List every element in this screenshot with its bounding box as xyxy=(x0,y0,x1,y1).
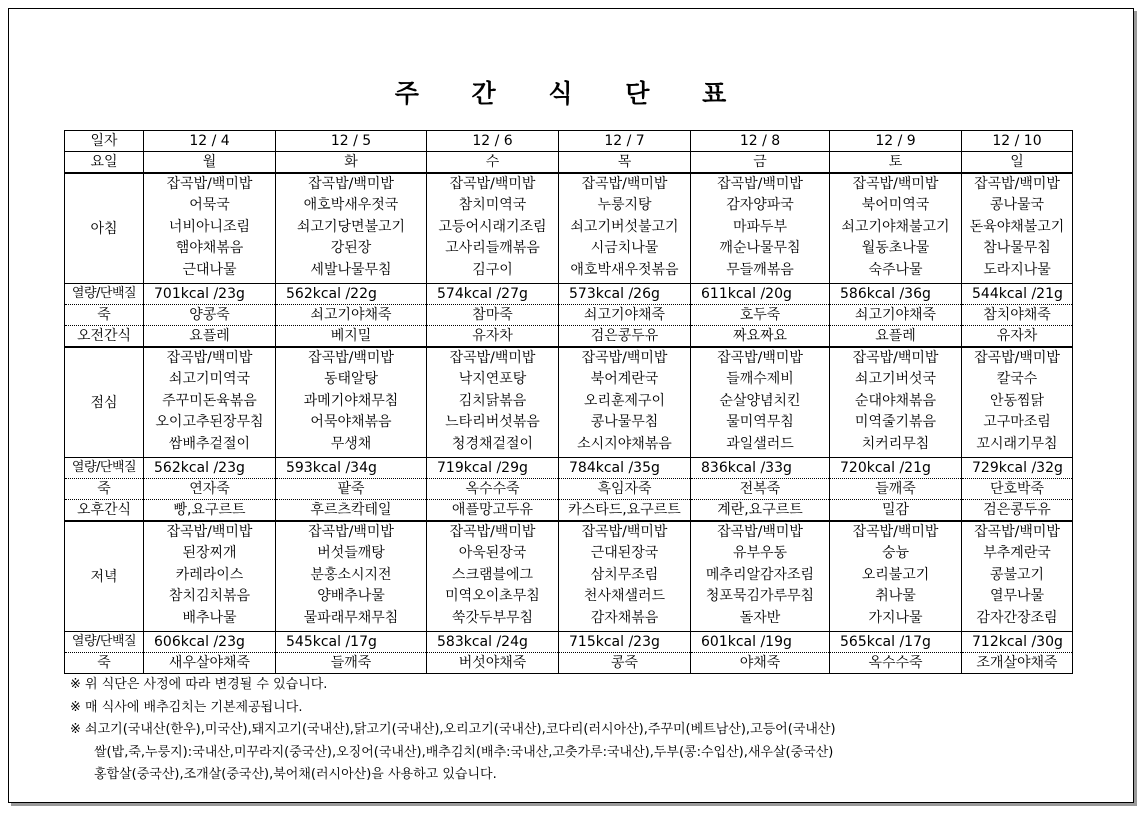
menu-item: 시금치나물 xyxy=(590,240,659,257)
calorie-cell: 593kcal /34g xyxy=(276,458,427,479)
menu-item: 쇠고기당면불고기 xyxy=(296,218,406,235)
menu-item: 감자채볶음 xyxy=(590,609,659,626)
porridge-cell: 전복죽 xyxy=(691,479,830,500)
snack-cell: 계란,요구르트 xyxy=(691,500,830,522)
menu-item: 잡곡밥/백미밥 xyxy=(852,176,939,192)
row-label: 요일 xyxy=(65,152,144,174)
meal-cell xyxy=(559,521,691,632)
note-line: 홍합살(중국산),조개살(중국산),북어채(러시아산)을 사용하고 있습니다. xyxy=(94,767,497,782)
menu-item: 고구마조림 xyxy=(983,414,1051,431)
menu-item: 청포묵김가루무침 xyxy=(705,588,815,605)
meal-cell xyxy=(276,347,427,458)
menu-item: 칼국수 xyxy=(996,371,1038,388)
menu-item: 감자간장조림 xyxy=(976,609,1058,626)
date-cell: 12 / 8 xyxy=(691,131,830,152)
meal-cell xyxy=(691,173,830,284)
breakfast-row xyxy=(65,173,1073,284)
menu-item: 동태알탕 xyxy=(323,371,379,388)
porridge-cell: 버섯야채죽 xyxy=(427,653,559,674)
menu-item: 쑥갓두부무침 xyxy=(451,609,534,626)
menu-item: 잡곡밥/백미밥 xyxy=(166,350,253,366)
menu-item: 너비아니조림 xyxy=(168,218,251,235)
notes xyxy=(70,674,836,787)
menu-item: 콩불고기 xyxy=(989,566,1045,583)
meal-cell xyxy=(559,173,691,284)
meal-cell xyxy=(427,521,559,632)
menu-item: 소시지야채볶음 xyxy=(577,435,672,452)
calorie-cell: 784kcal /35g xyxy=(559,458,691,479)
menu-item: 천사채샐러드 xyxy=(583,588,666,605)
snack-cell: 애플망고두유 xyxy=(427,500,559,522)
menu-item: 세발나물무침 xyxy=(310,261,392,278)
menu-item: 쌈배추겉절이 xyxy=(168,435,251,452)
lunch-calorie-row xyxy=(65,458,1073,479)
lunch-porridge-row xyxy=(65,479,1073,500)
menu-item: 취나물 xyxy=(875,588,916,605)
menu-item: 도라지나물 xyxy=(983,261,1051,278)
calorie-cell: 715kcal /23g xyxy=(559,632,691,653)
porridge-cell: 흑임자죽 xyxy=(559,479,691,500)
row-label: 죽 xyxy=(65,653,144,674)
snack-cell: 유자차 xyxy=(962,326,1073,348)
menu-item: 느타리버섯볶음 xyxy=(445,414,540,431)
calorie-cell: 729kcal /32g xyxy=(962,458,1073,479)
row-label: 오전간식 xyxy=(65,326,144,348)
calorie-cell: 606kcal /23g xyxy=(144,632,276,653)
menu-item: 잡곡밥/백미밥 xyxy=(852,350,939,366)
menu-item: 무들깨볶음 xyxy=(726,261,794,278)
menu-item: 콩나물국 xyxy=(989,197,1045,214)
meal-cell xyxy=(144,347,276,458)
menu-item: 잡곡밥/백미밥 xyxy=(308,350,394,366)
menu-item: 돈육야채불고기 xyxy=(969,218,1065,235)
date-cell: 12 / 6 xyxy=(427,131,559,152)
snack-cell: 요플레 xyxy=(830,326,962,348)
pm-snack-row xyxy=(65,500,1073,522)
meal-cell xyxy=(962,521,1073,632)
calorie-cell: 574kcal /27g xyxy=(427,284,559,305)
menu-item: 순대야채볶음 xyxy=(854,392,937,409)
menu-item: 열무나물 xyxy=(989,588,1045,605)
weekday-cell: 목 xyxy=(559,152,691,174)
menu-item: 햄야채볶음 xyxy=(175,240,244,257)
porridge-cell: 양콩죽 xyxy=(144,305,276,326)
menu-item: 잡곡밥/백미밥 xyxy=(449,350,536,366)
note-line: ※ 쇠고기(국내산(한우),미국산),돼지고기(국내산),닭고기(국내산),오리고기(국내산),코다리(러시아산),주꾸미(베트남산),고등어(국내산) xyxy=(70,722,836,737)
menu-item: 어묵국 xyxy=(189,197,230,214)
note-line: ※ 매 식사에 배추김치는 기본제공됩니다. xyxy=(70,699,303,715)
meal-cell xyxy=(962,173,1073,284)
breakfast-calorie-row xyxy=(65,284,1073,305)
porridge-cell: 조개살야채죽 xyxy=(962,653,1073,674)
menu-item: 치커리무침 xyxy=(861,435,930,452)
row-label: 점심 xyxy=(65,347,144,458)
row-label: 아침 xyxy=(65,173,144,284)
menu-item: 부추계란국 xyxy=(983,545,1051,562)
menu-item: 청경채겉절이 xyxy=(451,435,534,452)
menu-item: 쇠고기미역국 xyxy=(168,371,251,388)
menu-item: 숭늉 xyxy=(881,545,910,562)
row-label: 일자 xyxy=(65,131,144,152)
porridge-cell: 새우살야채죽 xyxy=(144,653,276,674)
menu-item: 미역오이초무침 xyxy=(445,588,540,605)
dinner-row xyxy=(65,521,1073,632)
meal-cell xyxy=(830,173,962,284)
calorie-cell: 701kcal /23g xyxy=(144,284,276,305)
menu-item: 마파두부 xyxy=(732,218,788,235)
date-cell: 12 / 7 xyxy=(559,131,691,152)
menu-item: 근대된장국 xyxy=(590,545,659,562)
menu-item: 북어미역국 xyxy=(861,197,930,214)
menu-item: 삼치무조림 xyxy=(590,566,659,583)
menu-item: 누룽지탕 xyxy=(597,197,652,214)
date-cell: 12 / 10 xyxy=(962,131,1073,152)
porridge-cell: 팥죽 xyxy=(276,479,427,500)
menu-item: 잡곡밥/백미밥 xyxy=(974,524,1060,540)
menu-item: 양배추나물 xyxy=(317,588,385,605)
snack-cell: 베지밀 xyxy=(276,326,427,348)
menu-item: 유부우동 xyxy=(732,545,788,562)
menu-item: 분홍소시지전 xyxy=(310,566,392,583)
menu-item: 참나물무침 xyxy=(983,240,1051,257)
meal-cell xyxy=(830,521,962,632)
snack-cell: 짜요짜요 xyxy=(691,326,830,348)
menu-item: 잡곡밥/백미밥 xyxy=(166,176,253,192)
weekday-cell: 수 xyxy=(427,152,559,174)
meal-cell xyxy=(144,173,276,284)
dinner-porridge-row xyxy=(65,653,1073,674)
menu-item: 오이고추된장무침 xyxy=(155,414,264,431)
menu-item: 잡곡밥/백미밥 xyxy=(974,176,1060,192)
menu-item: 잡곡밥/백미밥 xyxy=(717,524,803,540)
row-label: 열량/단백질 xyxy=(65,632,144,653)
menu-item: 잡곡밥/백미밥 xyxy=(166,524,253,540)
date-row xyxy=(65,131,1073,152)
menu-item: 근대나물 xyxy=(182,261,237,278)
porridge-cell: 쇠고기야채죽 xyxy=(276,305,427,326)
calorie-cell: 719kcal /29g xyxy=(427,458,559,479)
meal-cell xyxy=(427,347,559,458)
menu-item: 어묵야채볶음 xyxy=(310,414,392,431)
calorie-cell: 544kcal /21g xyxy=(962,284,1073,305)
menu-item: 숙주나물 xyxy=(868,261,923,278)
calorie-cell: 836kcal /33g xyxy=(691,458,830,479)
snack-cell: 요플레 xyxy=(144,326,276,348)
meal-cell xyxy=(144,521,276,632)
menu-item: 잡곡밥/백미밥 xyxy=(308,176,394,192)
menu-item: 잡곡밥/백미밥 xyxy=(581,176,668,192)
calorie-cell: 720kcal /21g xyxy=(830,458,962,479)
menu-item: 잡곡밥/백미밥 xyxy=(717,176,803,192)
menu-item: 미역줄기볶음 xyxy=(854,414,937,431)
calorie-cell: 586kcal /36g xyxy=(830,284,962,305)
weekly-menu-table xyxy=(64,130,1073,674)
meal-cell xyxy=(427,173,559,284)
porridge-cell: 옥수수죽 xyxy=(427,479,559,500)
menu-item: 잡곡밥/백미밥 xyxy=(581,524,668,540)
menu-item: 순살양념치킨 xyxy=(719,392,801,409)
breakfast-porridge-row xyxy=(65,305,1073,326)
weekday-cell: 화 xyxy=(276,152,427,174)
date-cell: 12 / 5 xyxy=(276,131,427,152)
row-label: 죽 xyxy=(65,479,144,500)
page-title: 주 간 식 단 표 xyxy=(394,79,749,108)
porridge-cell: 연자죽 xyxy=(144,479,276,500)
menu-item: 쇠고기버섯불고기 xyxy=(570,218,679,235)
date-cell: 12 / 9 xyxy=(830,131,962,152)
porridge-cell: 콩죽 xyxy=(559,653,691,674)
note-line: ※ 위 식단은 사정에 따라 변경될 수 있습니다. xyxy=(70,677,328,692)
row-label: 저녁 xyxy=(65,521,144,632)
menu-item: 낙지연포탕 xyxy=(458,371,527,388)
menu-item: 들깨수제비 xyxy=(726,371,794,388)
menu-item: 잡곡밥/백미밥 xyxy=(852,524,939,540)
snack-cell: 검은콩두유 xyxy=(962,500,1073,522)
lunch-row xyxy=(65,347,1073,458)
menu-item: 과메기야채무침 xyxy=(303,392,399,409)
calorie-cell: 573kcal /26g xyxy=(559,284,691,305)
menu-item: 버섯들깨탕 xyxy=(317,545,385,562)
meal-cell xyxy=(559,347,691,458)
menu-item: 김구이 xyxy=(472,261,513,278)
snack-cell: 밀감 xyxy=(830,500,962,522)
weekday-cell: 금 xyxy=(691,152,830,174)
menu-item: 콩나물무침 xyxy=(590,414,659,431)
row-label: 열량/단백질 xyxy=(65,458,144,479)
am-snack-row xyxy=(65,326,1073,348)
snack-cell: 검은콩두유 xyxy=(559,326,691,348)
menu-item: 잡곡밥/백미밥 xyxy=(581,350,668,366)
menu-item: 애호박새우젓국 xyxy=(303,197,399,214)
meal-cell xyxy=(962,347,1073,458)
calorie-cell: 545kcal /17g xyxy=(276,632,427,653)
note-line: 쌀(밥,죽,누룽지):국내산,미꾸라지(중국산),오징어(국내산),배추김치(배추:국내산,고춧가루:국내산),두부(콩:수입산),새우살(중국산) xyxy=(94,744,834,760)
porridge-cell: 호두죽 xyxy=(691,305,830,326)
porridge-cell: 참치야채죽 xyxy=(962,305,1073,326)
row-label: 열량/단백질 xyxy=(65,284,144,305)
menu-item: 잡곡밥/백미밥 xyxy=(449,176,536,192)
snack-cell: 카스타드,요구르트 xyxy=(559,500,691,522)
menu-item: 참치김치볶음 xyxy=(168,588,251,605)
menu-item: 월동초나물 xyxy=(861,240,930,257)
menu-item: 쇠고기버섯국 xyxy=(854,371,937,388)
menu-item: 쇠고기야채불고기 xyxy=(841,218,950,235)
meal-cell xyxy=(276,173,427,284)
weekday-row xyxy=(65,152,1073,174)
menu-item: 오리불고기 xyxy=(861,566,930,583)
calorie-cell: 712kcal /30g xyxy=(962,632,1073,653)
calorie-cell: 565kcal /17g xyxy=(830,632,962,653)
menu-item: 안동찜닭 xyxy=(989,392,1045,409)
menu-item: 카레라이스 xyxy=(175,566,244,583)
menu-item: 고등어시래기조림 xyxy=(438,218,547,235)
calorie-cell: 583kcal /24g xyxy=(427,632,559,653)
meal-cell xyxy=(691,521,830,632)
porridge-cell: 옥수수죽 xyxy=(830,653,962,674)
calorie-cell: 562kcal /22g xyxy=(276,284,427,305)
snack-cell: 후르츠칵테일 xyxy=(276,500,427,522)
calorie-cell: 601kcal /19g xyxy=(691,632,830,653)
porridge-cell: 쇠고기야채죽 xyxy=(830,305,962,326)
porridge-cell: 들깨죽 xyxy=(276,653,427,674)
porridge-cell: 야채죽 xyxy=(691,653,830,674)
menu-item: 고사리들깨볶음 xyxy=(445,240,540,257)
menu-item: 무생채 xyxy=(330,435,372,452)
row-label: 오후간식 xyxy=(65,500,144,522)
menu-item: 북어계란국 xyxy=(590,371,659,388)
menu-item: 김치닭볶음 xyxy=(458,392,527,409)
weekday-cell: 월 xyxy=(144,152,276,174)
porridge-cell: 쇠고기야채죽 xyxy=(559,305,691,326)
calorie-cell: 562kcal /23g xyxy=(144,458,276,479)
menu-item: 애호박새우젓볶음 xyxy=(570,261,679,278)
menu-item: 깨순나물무침 xyxy=(719,240,801,257)
calorie-cell: 611kcal /20g xyxy=(691,284,830,305)
meal-cell xyxy=(276,521,427,632)
porridge-cell: 참마죽 xyxy=(427,305,559,326)
snack-cell: 빵,요구르트 xyxy=(144,500,276,522)
porridge-cell: 들깨죽 xyxy=(830,479,962,500)
menu-item: 물파래무채무침 xyxy=(303,609,399,626)
porridge-cell: 단호박죽 xyxy=(962,479,1073,500)
weekday-cell: 토 xyxy=(830,152,962,174)
menu-item: 된장찌개 xyxy=(182,545,237,562)
row-label: 죽 xyxy=(65,305,144,326)
menu-item: 돌자반 xyxy=(739,609,781,626)
snack-cell: 유자차 xyxy=(427,326,559,348)
menu-item: 감자양파국 xyxy=(726,197,794,214)
meal-cell xyxy=(691,347,830,458)
menu-item: 오리훈제구이 xyxy=(583,392,666,409)
menu-item: 가지나물 xyxy=(868,609,923,626)
menu-item: 과일샐러드 xyxy=(726,435,794,452)
menu-item: 아욱된장국 xyxy=(458,545,527,562)
menu-item: 강된장 xyxy=(330,240,372,257)
menu-item: 메추리알감자조림 xyxy=(705,566,815,583)
menu-item: 참치미역국 xyxy=(458,197,527,214)
menu-item: 잡곡밥/백미밥 xyxy=(717,350,803,366)
menu-item: 잡곡밥/백미밥 xyxy=(308,524,394,540)
date-cell: 12 / 4 xyxy=(144,131,276,152)
menu-item: 잡곡밥/백미밥 xyxy=(974,350,1060,366)
menu-item: 주꾸미돈육볶음 xyxy=(162,392,257,409)
meal-cell xyxy=(830,347,962,458)
menu-item: 스크램블에그 xyxy=(451,566,534,583)
weekday-cell: 일 xyxy=(962,152,1073,174)
menu-item: 물미역무침 xyxy=(726,414,794,431)
menu-item: 잡곡밥/백미밥 xyxy=(449,524,536,540)
menu-item: 꼬시래기무침 xyxy=(976,435,1058,452)
menu-item: 배추나물 xyxy=(182,609,237,626)
dinner-calorie-row xyxy=(65,632,1073,653)
